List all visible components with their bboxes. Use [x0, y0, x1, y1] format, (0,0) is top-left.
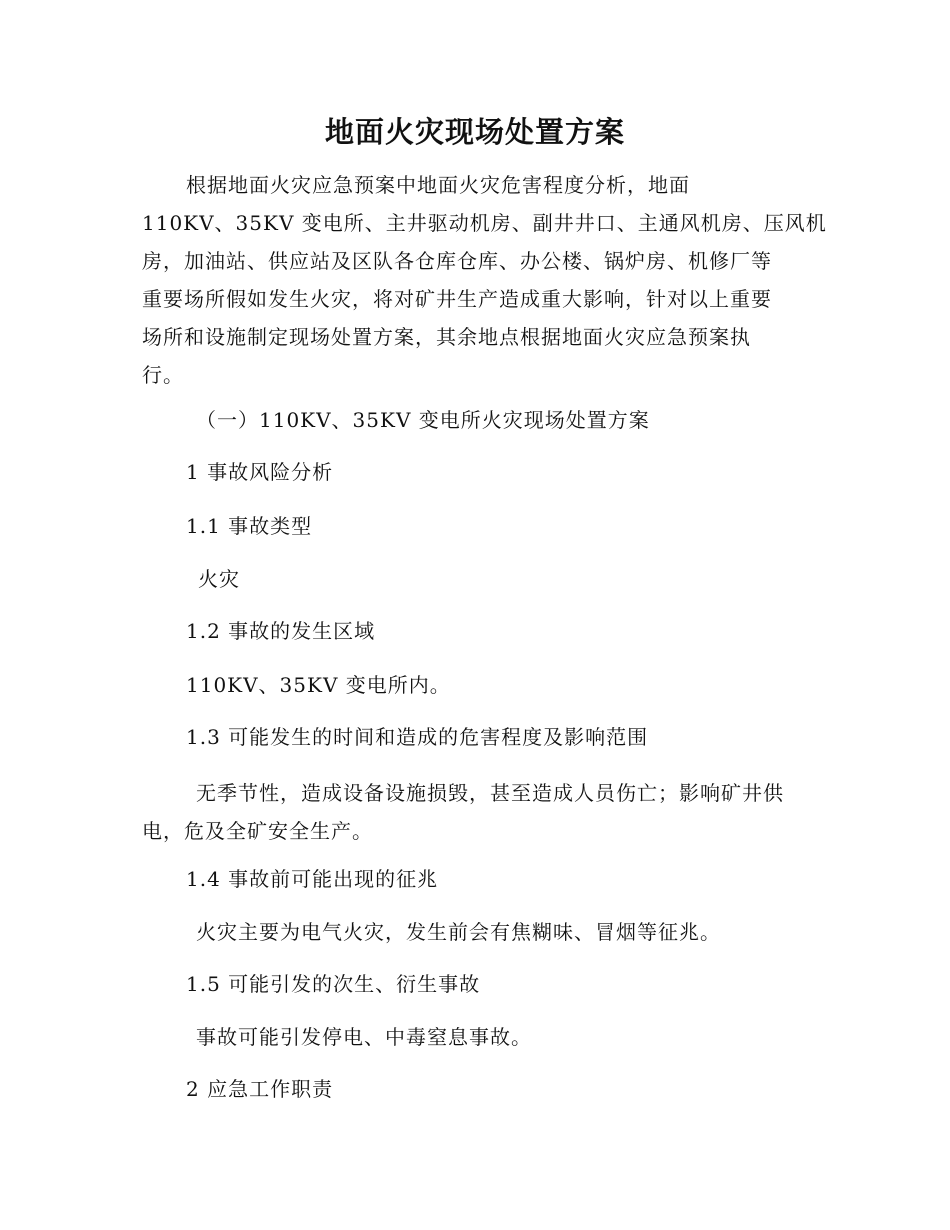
intro-line: 根据地面火灾应急预案中地面火灾危害程度分析，地面: [186, 173, 690, 197]
document-title: 地面火灾现场处置方案: [324, 115, 625, 149]
heading-warning-signs: 1.4 事故前可能出现的征兆: [186, 867, 439, 891]
accident-area-text: 110KV、35KV 变电所内。: [186, 673, 451, 697]
intro-line: 场所和设施制定现场处置方案，其余地点根据地面火灾应急预案执: [142, 325, 751, 349]
accident-type-text: 火灾: [198, 567, 240, 591]
time-and-harm-line: 电，危及全矿安全生产。: [142, 819, 373, 843]
intro-line: 重要场所假如发生火灾，将对矿井生产造成重大影响，针对以上重要: [142, 287, 772, 311]
heading-risk-analysis: 1 事故风险分析: [186, 460, 334, 484]
heading-accident-area: 1.2 事故的发生区域: [186, 619, 376, 643]
intro-paragraph: [142, 166, 827, 394]
intro-line: 110KV、35KV 变电所、主井驱动机房、副井井口、主通风机房、压风机: [142, 211, 827, 235]
intro-line: 行。: [142, 363, 184, 387]
time-and-harm-paragraph: [142, 774, 812, 850]
secondary-accidents-text: 事故可能引发停电、中毒窒息事故。: [196, 1025, 532, 1049]
heading-secondary-accidents: 1.5 可能引发的次生、衍生事故: [186, 972, 481, 996]
heading-time-and-harm: 1.3 可能发生的时间和造成的危害程度及影响范围: [186, 725, 649, 749]
intro-line: 房，加油站、供应站及区队各仓库仓库、办公楼、锅炉房、机修厂等: [142, 249, 772, 273]
warning-signs-text: 火灾主要为电气火灾，发生前会有焦糊味、冒烟等征兆。: [196, 920, 721, 944]
heading-accident-type: 1.1 事故类型: [186, 514, 313, 538]
time-and-harm-line: 无季节性，造成设备设施损毁，甚至造成人员伤亡；影响矿井供: [196, 781, 784, 805]
heading-emergency-duties: 2 应急工作职责: [186, 1077, 334, 1101]
section-heading: （一）110KV、35KV 变电所火灾现场处置方案: [196, 408, 650, 432]
